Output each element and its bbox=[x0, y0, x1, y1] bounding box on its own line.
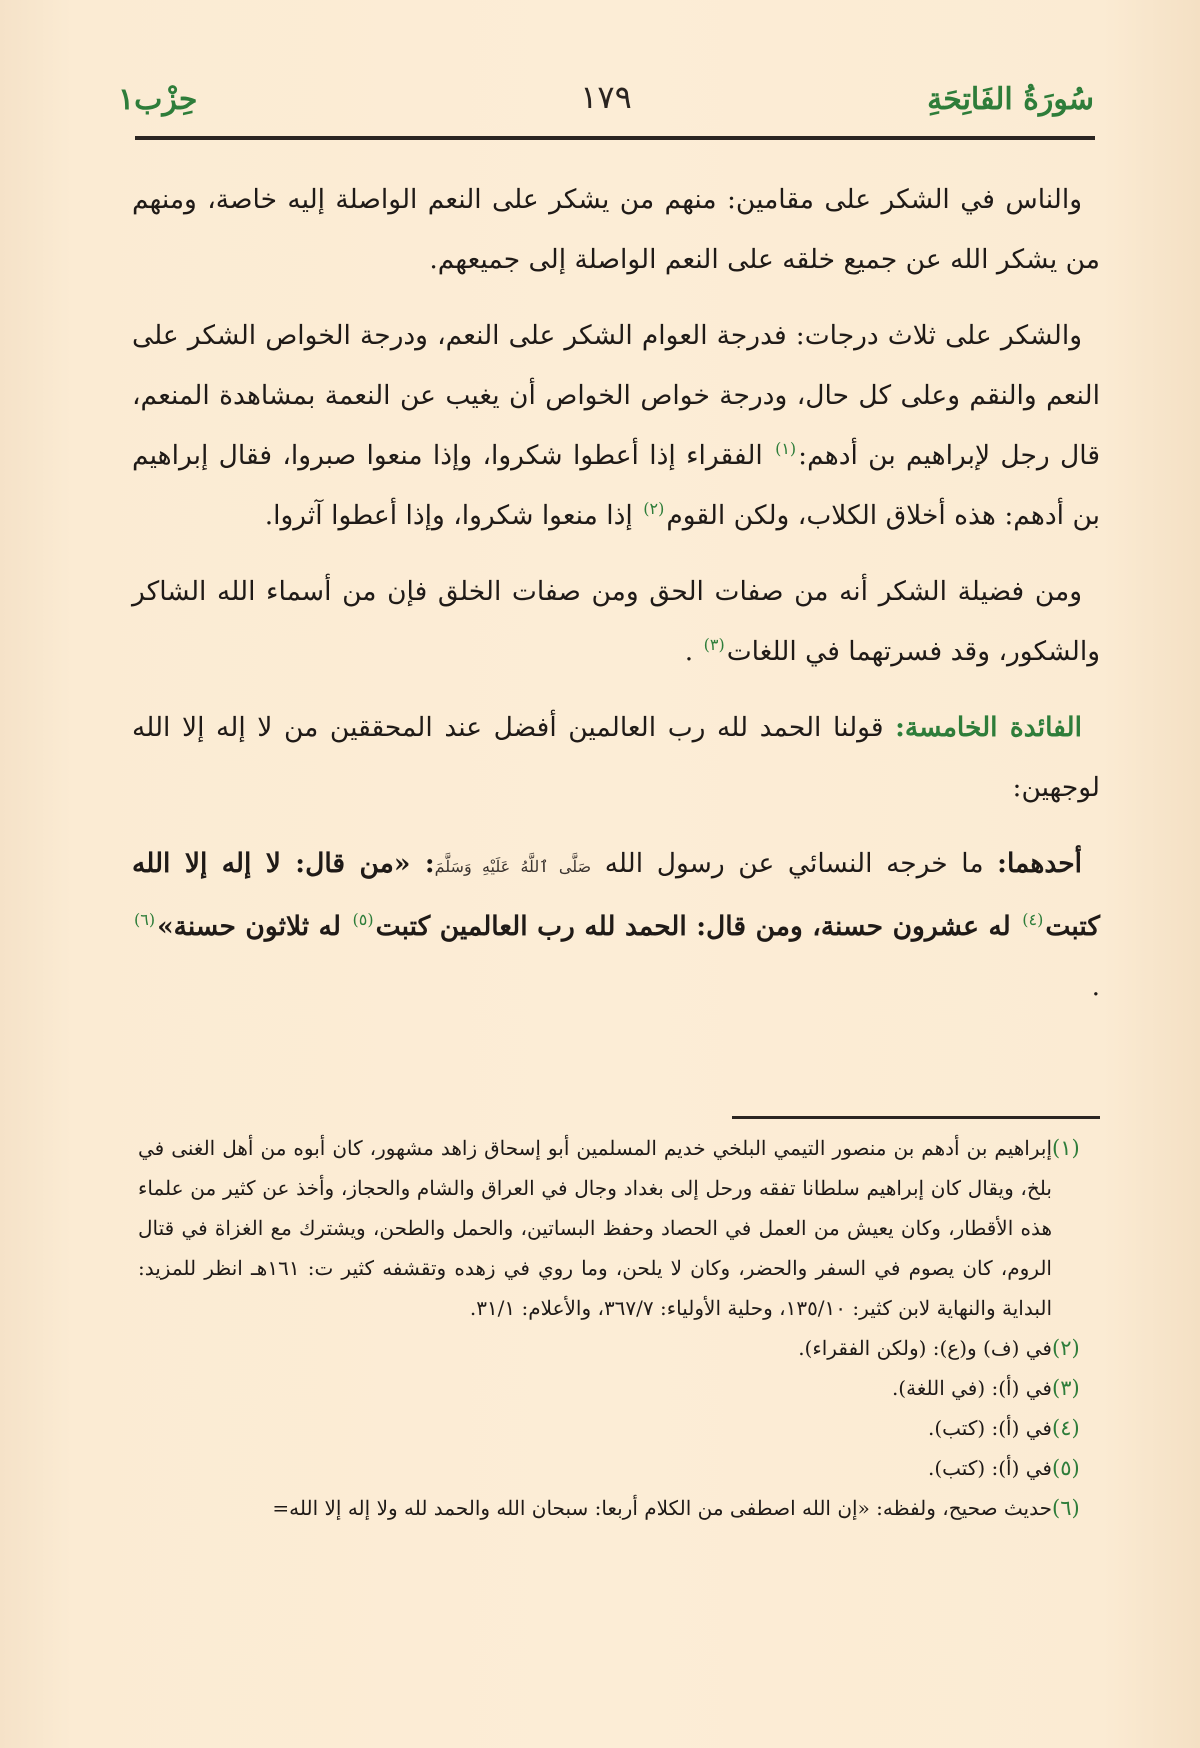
paragraph-4: الفائدة الخامسة: قولنا الحمد لله رب العالمين أفضل عند المحققين من لا إله إلا الله لوجهين: bbox=[132, 712, 1100, 803]
header-rule bbox=[135, 136, 1095, 140]
footnote-ref-1[interactable]: (١) bbox=[775, 439, 797, 459]
paragraph-2: والشكر على ثلاث درجات: فدرجة العوام الشكر على النعم، ودرجة الخواص الشكر على النعم والنقم وعلى كل حال، ودرجة خواص الخواص أن يغيب عن النعمة بمشاهدة المنعم، قال رجل لإبراهيم بن أدهم:$^{(١)}$ الفقراء إذا أعطوا شكروا، وإذا منعوا صبروا، فقال إبراهيم بن أدهم: هذه أخلاق الكلاب، ولكن القوم$^{(٢)}$ إذا منعوا شكروا، وإذا أعطوا آثروا. bbox=[132, 320, 1100, 531]
footnote-text: إبراهيم بن أدهم بن منصور التيمي البلخي خديم المسلمين أبو إسحاق زاهد مشهور، كان أبوه من أهل الغنى في بلخ، ويقال كان إبراهيم سلطانا تفقه ورحل إلى بغداد وجال في العراق والشام والحجاز، وأخذ عن كثير من علماء هذه الأقطار، وكان يعيش من العمل في الحصاد وحفظ البساتين، والحمل والطحن، ويشترك مع الغزاة في قتال الروم، كان يصوم في السفر والحضر، وكان لا يلحن، وما روي في زهده وتقشفه كثير ت: ١٦١هـ انظر للمزيد: البداية والنهاية لابن كثير: ١٣٥/١٠، وحلية الأولياء: ٣٦٧/٧، والأعلام: ٣١/١. bbox=[138, 1136, 1052, 1320]
salawat-ligature: صَلَّى ٱللَّهُ عَلَيْهِ وَسَلَّمَ bbox=[434, 857, 592, 876]
footnote-number: (٢) bbox=[1052, 1336, 1080, 1360]
footnote-ref-2[interactable]: (٢) bbox=[643, 499, 665, 519]
surah-title: سُورَةُ الفَاتِحَةِ bbox=[927, 82, 1094, 117]
section-label: الفائدة الخامسة: bbox=[895, 712, 1082, 743]
paragraph-3: ومن فضيلة الشكر أنه من صفات الحق ومن صفات الخلق فإن من أسماء الله الشاكر والشكور، وقد فسرتهما في اللغات$^{(٣)}$ . bbox=[132, 576, 1100, 667]
main-text bbox=[132, 170, 1100, 1033]
footnote-text: في (أ): (كتب). bbox=[927, 1416, 1052, 1440]
footnote-3 bbox=[138, 1368, 1100, 1408]
page-header bbox=[118, 78, 1094, 126]
footnote-text: في (أ): (كتب). bbox=[927, 1456, 1052, 1480]
footnote-text: حديث صحيح، ولفظه: «إن الله اصطفى من الكلام أربعا: سبحان الله والحمد لله ولا إله إلا الله= bbox=[272, 1496, 1052, 1520]
footnotes bbox=[138, 1128, 1100, 1528]
footnote-2 bbox=[138, 1328, 1100, 1368]
point-label: أحدهما: bbox=[997, 848, 1082, 879]
footnote-5 bbox=[138, 1448, 1100, 1488]
footnote-4 bbox=[138, 1408, 1100, 1448]
footnote-number: (٥) bbox=[1052, 1456, 1080, 1480]
hizb-label: حِزْب١ bbox=[118, 82, 198, 117]
footnote-text: في (أ): (في اللغة). bbox=[891, 1376, 1052, 1400]
page-number: ١٧٩ bbox=[580, 78, 632, 116]
footnote-separator bbox=[732, 1116, 1100, 1119]
footnote-number: (٣) bbox=[1052, 1376, 1080, 1400]
footnote-6 bbox=[138, 1488, 1100, 1528]
footnote-number: (٦) bbox=[1052, 1496, 1080, 1520]
footnote-1 bbox=[138, 1128, 1100, 1328]
paragraph-1: والناس في الشكر على مقامين: منهم من يشكر على النعم الواصلة إليه خاصة، ومنهم من يشكر الله عن جميع خلقه على النعم الواصلة إلى جميعهم. bbox=[132, 184, 1100, 275]
footnote-ref-5[interactable]: (٥) bbox=[352, 910, 374, 930]
paragraph-5: أحدهما: ما خرجه النسائي عن رسول الله صَلَّى ٱللَّهُ عَلَيْهِ وَسَلَّمَ: «من قال: لا إله إلا الله كتبت$^{(٤)}$ له عشرون حسنة، ومن قال: الحمد لله رب العالمين كتبت$^{(٥)}$ له ثلاثون حسنة»$^{(٦)}$ . bbox=[132, 848, 1100, 1002]
footnote-number: (٤) bbox=[1052, 1416, 1080, 1440]
footnote-number: (١) bbox=[1052, 1136, 1080, 1160]
footnote-text: في (ف) و(ع): (ولكن الفقراء). bbox=[798, 1336, 1052, 1360]
footnote-ref-3[interactable]: (٣) bbox=[703, 635, 725, 655]
footnote-ref-6[interactable]: (٦) bbox=[134, 910, 156, 930]
footnote-ref-4[interactable]: (٤) bbox=[1022, 910, 1044, 930]
